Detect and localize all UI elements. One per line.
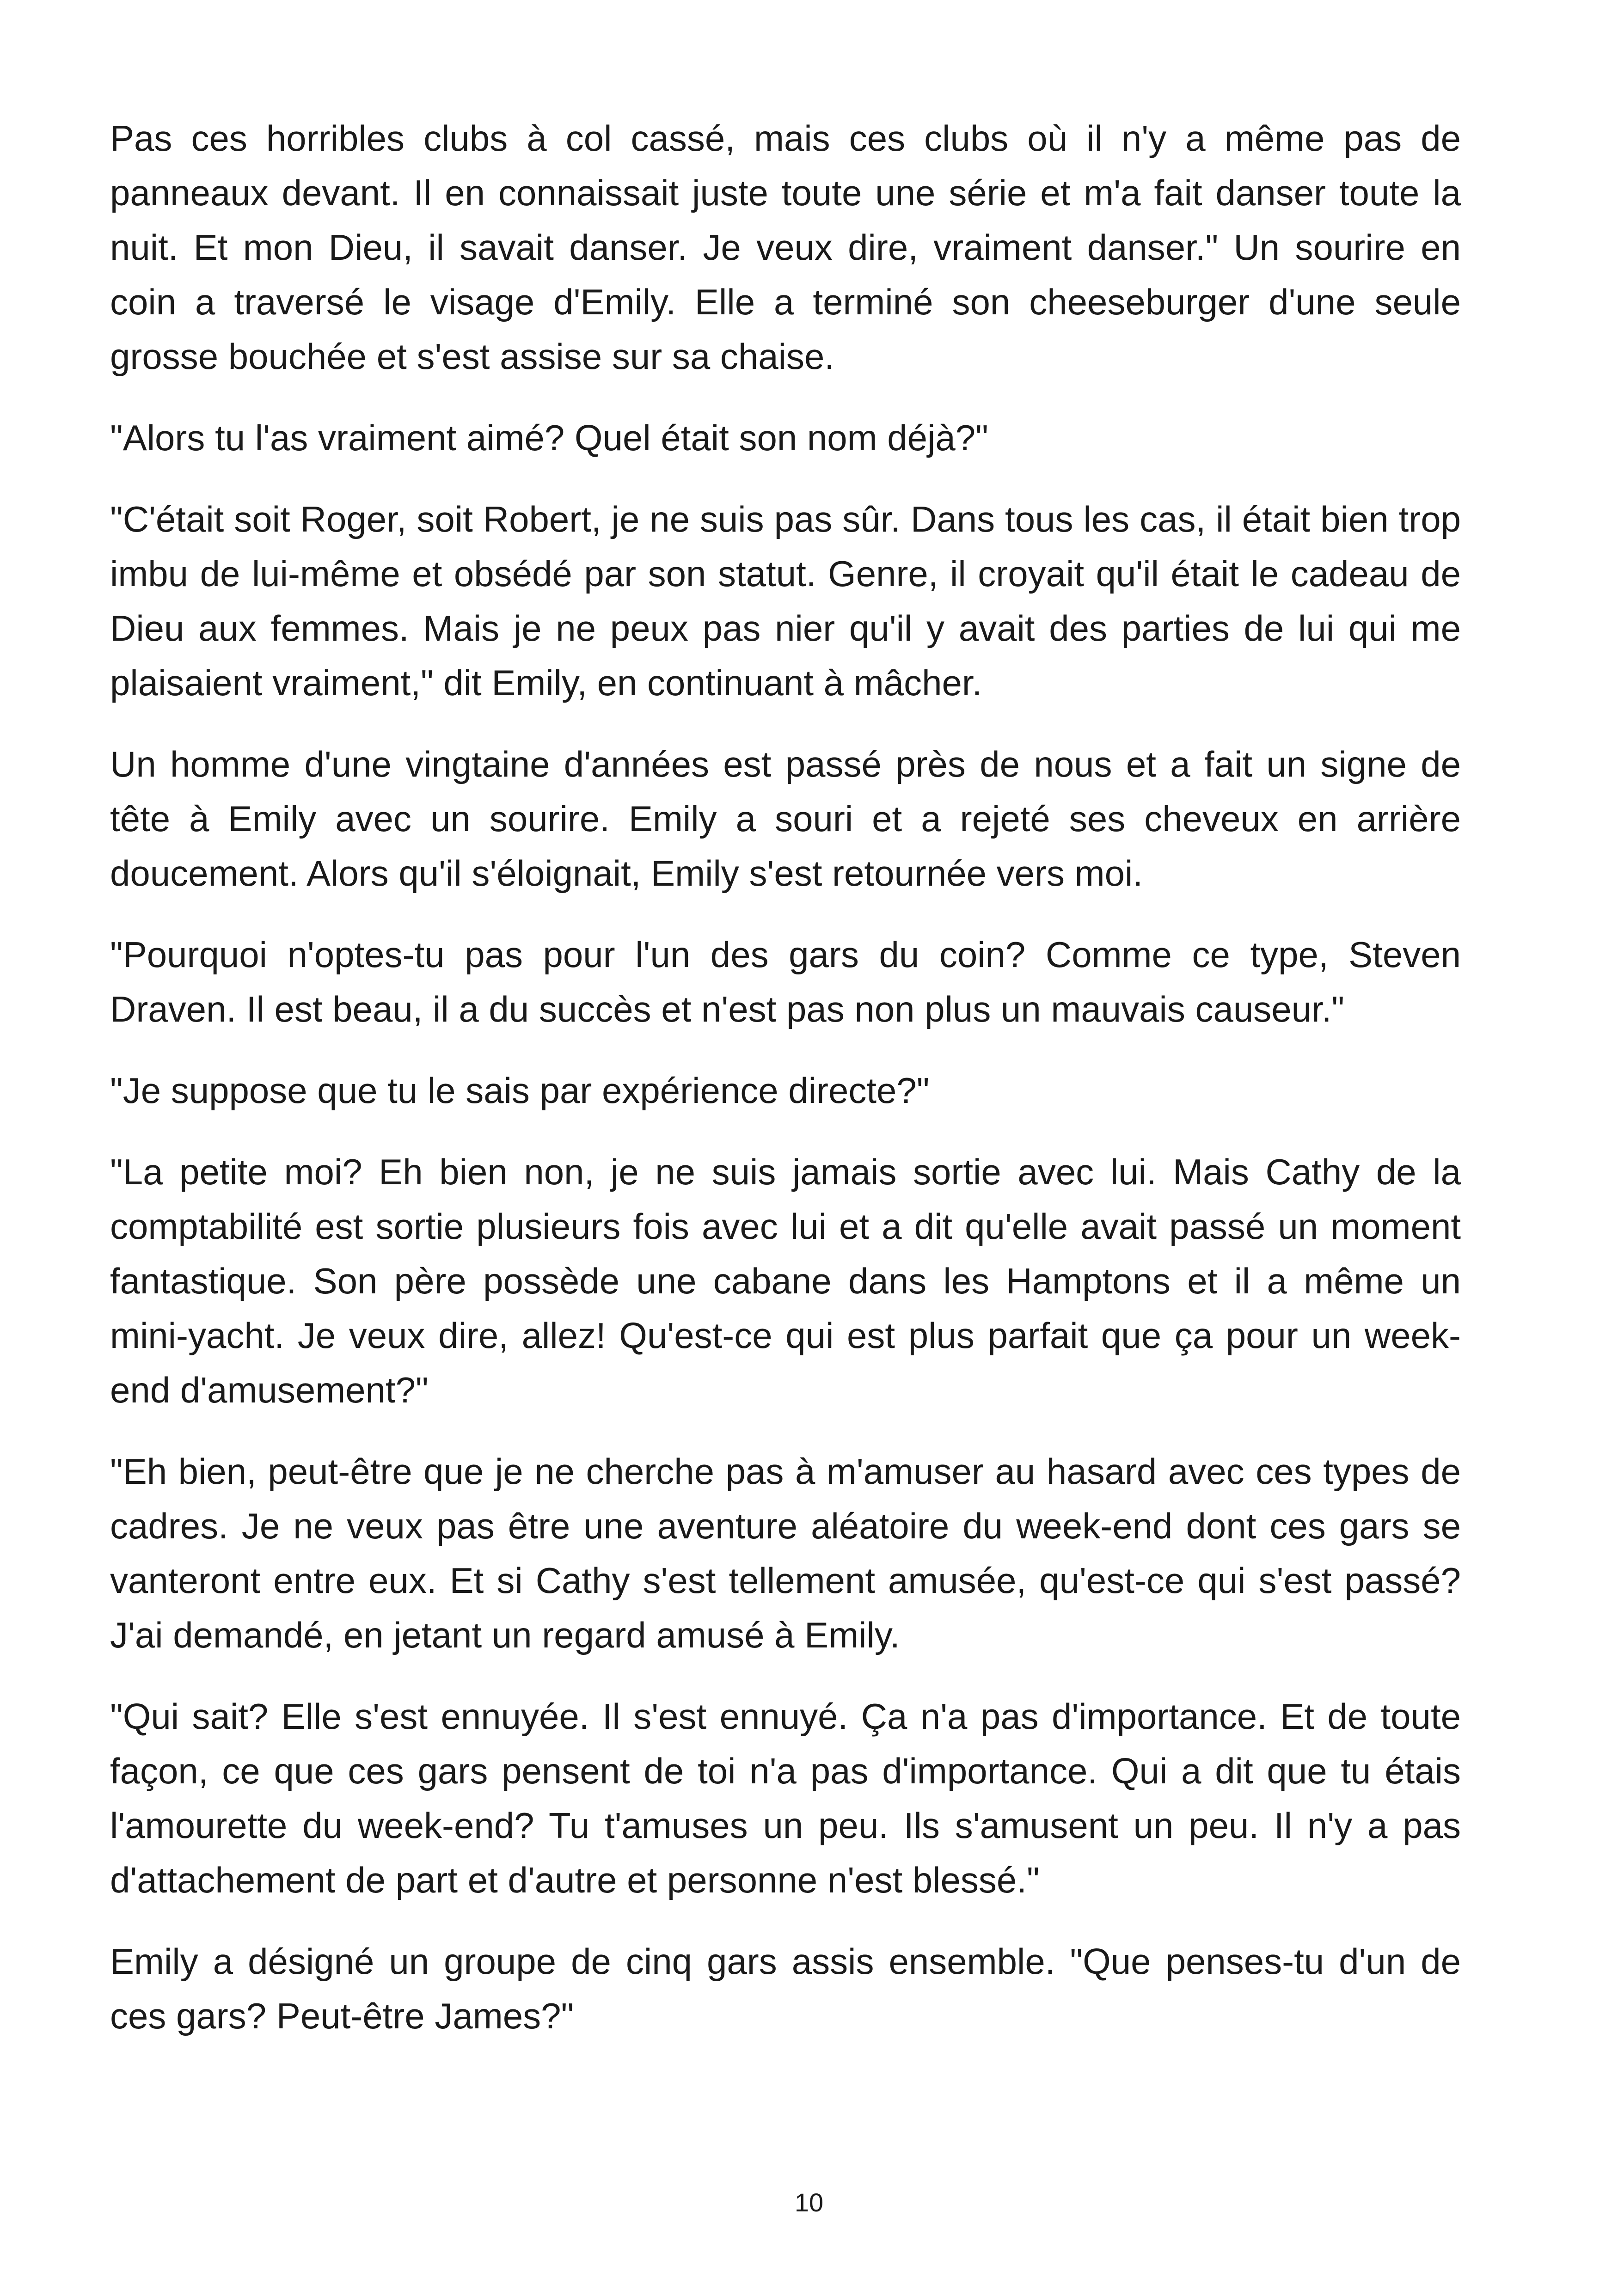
paragraph-5: "Pourquoi n'optes-tu pas pour l'un des gars du coin? Comme ce type, Steven Draven. Il est beau, il a du succès et n'est pas non plus un mauvais causeur.": [110, 934, 1461, 1029]
paragraph-10: Emily a désigné un groupe de cinq gars assis ensemble. "Que penses-tu d'un de ces gars? Peut-être James?": [110, 1941, 1461, 2036]
paragraph-6: "Je suppose que tu le sais par expérience directe?": [110, 1070, 930, 1111]
page-number: 10: [794, 2188, 824, 2217]
paragraph-4: Un homme d'une vingtaine d'années est passé près de nous et a fait un signe de tête à Emily avec un sourire. Emily a souri et a rejeté ses cheveux en arrière doucement. Alors qu'il s'éloignait, Emily s'est retournée vers moi.: [110, 744, 1461, 894]
page-body: [110, 111, 1461, 2070]
paragraph-7: "La petite moi? Eh bien non, je ne suis jamais sortie avec lui. Mais Cathy de la comptabilité est sortie plusieurs fois avec lui et a dit qu'elle avait passé un moment fantastique. Son père possède une cabane dans les Hamptons et il a même un mini-yacht. Je veux dire, allez! Qu'est-ce qui est plus parfait que ça pour un week-end d'amusement?": [110, 1151, 1461, 1410]
paragraph-8: "Eh bien, peut-être que je ne cherche pas à m'amuser au hasard avec ces types de cadres. Je ne veux pas être une aventure aléatoire du week-end dont ces gars se vanteront entre eux. Et si Cathy s'est tellement amusée, qu'est-ce qui s'est passé? J'ai demandé, en jetant un regard amusé à Emily.: [110, 1451, 1461, 1655]
paragraph-2: "Alors tu l'as vraiment aimé? Quel était son nom déjà?": [110, 417, 988, 458]
paragraph-3: "C'était soit Roger, soit Robert, je ne suis pas sûr. Dans tous les cas, il était bien trop imbu de lui-même et obsédé par son statut. Genre, il croyait qu'il était le cadeau de Dieu aux femmes. Mais je ne peux pas nier qu'il y avait des parties de lui qui me plaisaient vraiment," dit Emily, en continuant à mâcher.: [110, 499, 1461, 703]
paragraph-1: Pas ces horribles clubs à col cassé, mais ces clubs où il n'y a même pas de panneaux devant. Il en connaissait juste toute une série et m'a fait danser toute la nuit. Et mon Dieu, il savait danser. Je veux dire, vraiment danser." Un sourire en coin a traversé le visage d'Emily. Elle a terminé son cheeseburger d'une seule grosse bouchée et s'est assise sur sa chaise.: [110, 118, 1461, 377]
paragraph-9: "Qui sait? Elle s'est ennuyée. Il s'est ennuyé. Ça n'a pas d'importance. Et de toute façon, ce que ces gars pensent de toi n'a pas d'importance. Qui a dit que tu étais l'amourette du week-end? Tu t'amuses un peu. Ils s'amusent un peu. Il n'y a pas d'attachement de part et d'autre et personne n'est blessé.": [110, 1696, 1461, 1900]
